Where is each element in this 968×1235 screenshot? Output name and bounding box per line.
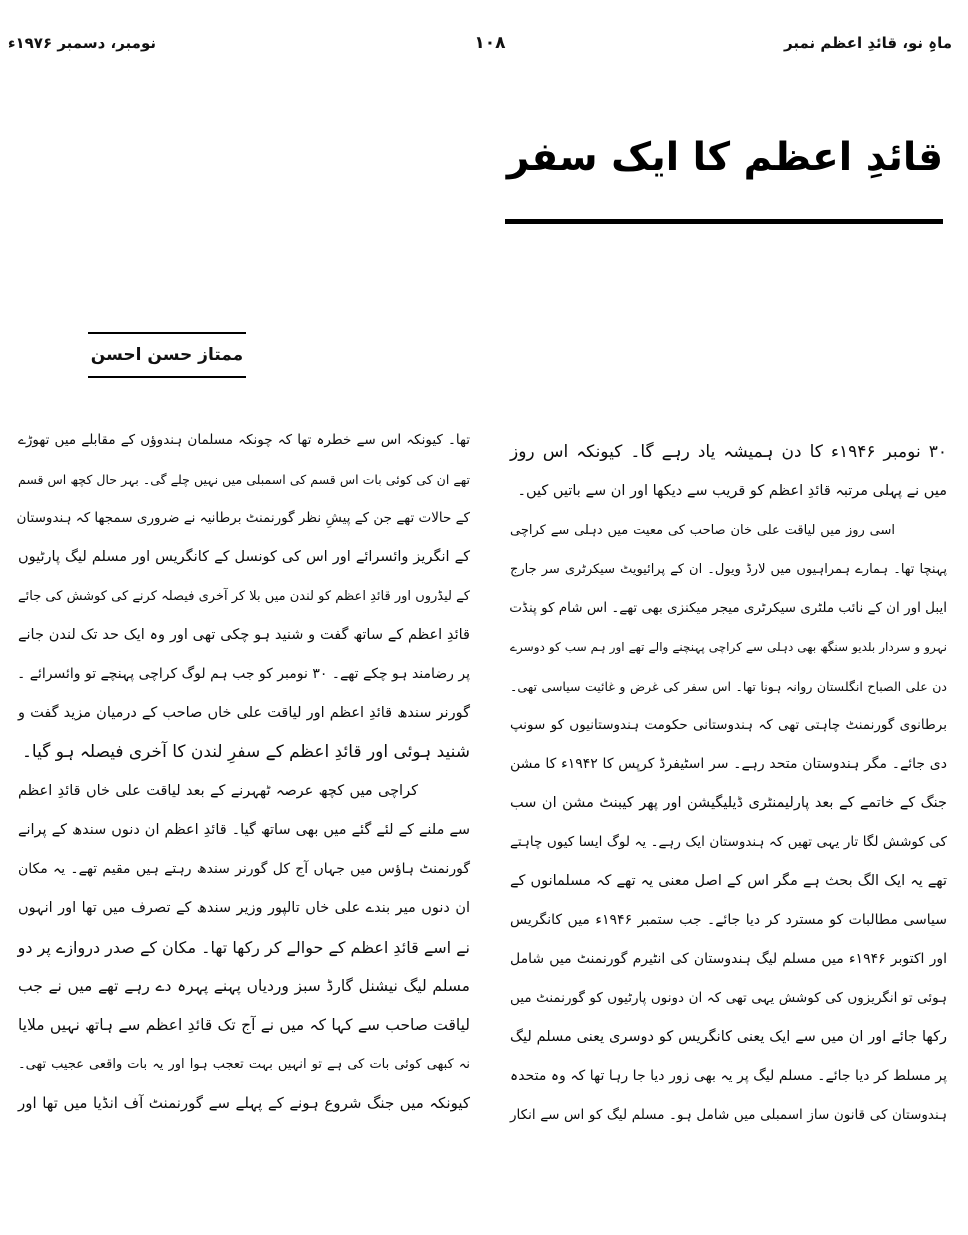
text-line: سے ملنے کے لئے گئے میں بھی ساتھ گیا۔ قائدِ اعظم ان دنوں سندھ کے پرانے — [18, 822, 470, 838]
text-line: اور اکتوبر ۱۹۴۶ء میں مسلم لیگ ہندوستان کی انٹیرم گورنمنٹ میں شامل — [510, 951, 948, 967]
text-line: نے اسے قائدِ اعظم کے حوالے کر رکھا تھا۔ مکان کے صدر دروازے پر دو — [17, 938, 470, 957]
text-line: ایبل اور ان کے نائب ملٹری سیکرٹری میجر میکنزی بھی تھے۔ اس شام کو پنڈت — [509, 600, 947, 616]
text-line: ان دنوں میر بندے علی خاں تالپور وزیر سندھ کے تصرف میں تھا اور انہوں — [18, 900, 470, 916]
text-line: ہوئی تو انگریزوں کی کوشش یہی تھی کہ ان دونوں پارٹیوں کو گورنمنٹ میں — [510, 990, 947, 1006]
text-line: دن علی الصباح انگلستان روانہ ہونا تھا۔ اس سفر کی غرض و غائیت سیاسی تھی۔ — [510, 679, 947, 694]
text-line: کیونکہ میں جنگ شروع ہونے کے پہلے سے گورنمنٹ آف انڈیا میں تھا اور — [18, 1094, 470, 1112]
text-line: سیاسی مطالبات کو مسترد کر دیا جائے۔ جب ستمبر ۱۹۴۶ء میں کانگریس — [510, 912, 947, 928]
text-line: مسلم لیگ نیشنل گارڈ سبز وردیاں پہنے پہرہ دے رہے تھے میں نے جب — [18, 977, 470, 995]
text-line: گورنر سندھ قائدِ اعظم اور لیاقت علی خاں صاحب کے درمیان مزید گفت و — [18, 705, 470, 721]
text-line: تھا۔ کیونکہ اس سے خطرہ تھا کہ چونکہ مسلمان ہندوؤں کے مقابلے میں تھوڑے — [18, 432, 470, 448]
title-underline — [505, 219, 943, 224]
text-line: قائدِ اعظم کے ساتھ گفت و شنید ہو چکی تھی اور وہ ایک حد تک لندن جانے — [18, 627, 470, 643]
article-column-right — [510, 433, 947, 1135]
text-line: جنگ کے خاتمے کے بعد پارلیمنٹری ڈیلیگیشن اور پھر کیبنٹ مشن ان سب — [510, 795, 947, 811]
text-line: نہ کبھی کوئی بات کی ہے تو انہیں بہت تعجب ہوا اور یہ بات واقعی عجیب تھی۔ — [18, 1057, 470, 1072]
text-line: کے لیڈروں اور قائدِ اعظم کو لندن میں بلا کر آخری فیصلہ کرنے کی کوشش کی جائے — [18, 589, 470, 604]
text-line: پر رضامند ہو چکے تھے۔ ۳۰ نومبر کو جب ہم لوگ کراچی پہنچے تو وائسرائے ۔ — [17, 666, 470, 682]
text-line: برطانوی گورنمنٹ چاہتی تھی کہ ہندوستانی حکومت ہندوستانیوں کو سونپ — [510, 717, 947, 733]
text-line: گورنمنٹ ہاؤس میں جہاں آج کل گورنر سندھ رہتے ہیں مقیم تھے۔ یہ مکان — [18, 861, 470, 877]
text-line: تھے یہ ایک الگ بحث ہے مگر اس کے اصل معنی یہ تھے کہ مسلمانوں کے — [510, 873, 947, 889]
author-byline-box — [88, 332, 246, 378]
text-line: اسی روز میں لیاقت علی خان صاحب کی معیت میں دہلی سے کراچی — [510, 523, 895, 538]
running-header-magazine: ماہِ نو، قائدِ اعظم نمبر — [784, 34, 952, 52]
text-line: لیاقت صاحب سے کہا کہ میں نے آج تک قائدِ اعظم سے ہاتھ نہیں ملایا — [18, 1016, 470, 1034]
text-line: ۳۰ نومبر ۱۹۴۶ء کا دن ہمیشہ یاد رہے گا۔ کیونکہ اس روز — [510, 442, 947, 462]
text-line: شنید ہوئی اور قائدِ اعظم کے سفرِ لندن کا آخری فیصلہ ہو گیا۔ — [21, 742, 470, 762]
text-line: کی کوشش لگا تار یہی تھیں کہ ہندوستان ایک رہے۔ یہ لوگ ایسا کیوں چاہتے — [510, 834, 947, 850]
text-line: پر مسلط کر دیا جائے۔ مسلم لیگ پر یہ بھی زور دیا جا رہا تھا کہ وہ متحدہ — [510, 1068, 947, 1084]
text-line: کے انگریز وائسرائے اور اس کی کونسل کے کانگریس اور مسلم لیگ پارٹیوں — [18, 549, 470, 565]
text-line: نہرو و سردار بلدیو سنگھ بھی دہلی سے کراچی پہنچنے والے تھے اور ہم سب کو دوسرے — [510, 640, 947, 654]
text-line: پہنچا تھا۔ ہمارے ہمراہیوں میں لارڈ ویول۔ ان کے پرائیویٹ سیکرٹری سر جارج — [510, 562, 947, 577]
article-column-left — [18, 421, 470, 1123]
author-name: ممتاز حسن احسن — [90, 345, 244, 365]
article-title: قائدِ اعظم کا ایک سفر — [506, 135, 944, 180]
page-number: ۱۰۸ — [474, 33, 506, 53]
text-line: میں نے پہلی مرتبہ قائدِ اعظم کو قریب سے دیکھا اور ان سے باتیں کیں۔ — [517, 483, 947, 499]
text-line: کے حالات تھے جن کے پیشِ نظر گورنمنٹ برطانیہ نے ضروری سمجھا کہ ہندوستان — [16, 510, 470, 526]
text-line: رکھا جائے اور ان میں سے ایک یعنی کانگریس کو دوسری یعنی مسلم لیگ — [510, 1029, 947, 1045]
text-line: کراچی میں کچھ عرصہ ٹھہرنے کے بعد لیاقت علی خاں قائدِ اعظم — [18, 783, 418, 799]
text-line: تھے ان کی کوئی بات اس قسم کی اسمبلی میں نہیں چلے گی۔ بہر حال کچھ اس قسم — [18, 472, 470, 487]
text-line: دی جائے۔ مگر ہندوستان متحد رہے۔ سر اسٹیفرڈ کرپس کا ۱۹۴۲ء کا مشن — [510, 756, 947, 772]
running-header-date: نومبر، دسمبر ۱۹۷۶ء — [7, 34, 156, 52]
text-line: ہندوستان کی قانون ساز اسمبلی میں شامل ہو۔ مسلم لیگ کو اس سے انکار — [510, 1107, 947, 1123]
